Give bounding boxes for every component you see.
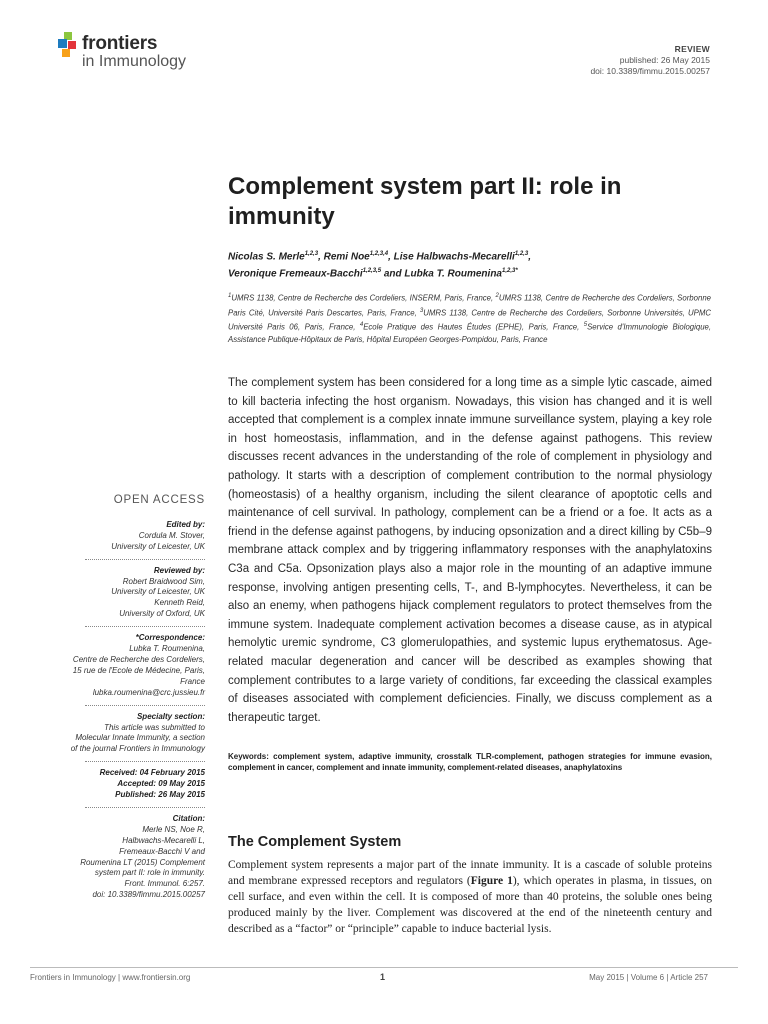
corresponding-author-mark: *	[515, 268, 518, 275]
specialty-line: This article was submitted to	[104, 722, 205, 732]
journal-name-line2: in Immunology	[82, 53, 187, 70]
specialty-section	[45, 723, 205, 756]
author-name[interactable]: Lubka T. Roumenina	[404, 268, 502, 280]
specialty-line: Molecular Innate Immunity, a section	[75, 733, 205, 743]
open-access-label[interactable]: OPEN ACCESS	[113, 494, 205, 506]
reviewed-by	[45, 577, 205, 621]
correspondence-line: France	[180, 676, 205, 686]
divider	[85, 705, 205, 706]
citation-line: Fremeaux-Bacchi V and	[119, 846, 205, 856]
affiliation-text: Service d'Immunologie Biologique, Assistance Publique-Hôpitaux de Paris, Hôpital Européen Georges-Pompidou, Paris, France	[228, 322, 712, 344]
figure-1-link[interactable]: Figure 1	[470, 874, 513, 887]
section-heading: The Complement System	[228, 834, 402, 850]
reviewer-line[interactable]: Kenneth Reid,	[154, 598, 205, 608]
reviewer-line: University of Leicester, UK	[111, 587, 205, 597]
citation-line: Merle NS, Noe R,	[142, 824, 205, 834]
correspondence-line: Centre de Recherche des Cordeliers,	[72, 654, 205, 664]
correspondence-line: 15 rue de l'Ecole de Médecine, Paris,	[72, 665, 205, 675]
affiliation-text: Ecole Pratique des Hautes Études (EPHE), Paris, France,	[363, 322, 580, 332]
page-number: 1	[380, 972, 386, 982]
citation-line: Front. Immunol. 6:257.	[124, 879, 205, 889]
footer-journal-link[interactable]: Frontiers in Immunology | www.frontiersin.org	[30, 973, 191, 982]
abstract: The complement system has been considered for a long time as a simple lytic cascade, aimed to kill bacteria infecting the host organism. Nowadays, this vision has changed and it is well accepted that complement is a complex innate immune surveillance system, playing a key role in host homeostasis, inflammation, and in the defense against pathogens. This review discusses recent advances in the understanding of the role of complement in physiology and pathology. It starts with a description of complement contribution to the normal physiology (homeostasis) of a healthy organism, including the silent clearance of apoptotic cells and maintenance of cell survival. In pathology, complement can be a friend or a foe. It acts as a friend in the defense against pathogens, by inducing opsonization and a direct killing by C5b–9 membrane attack complex and by triggering inflammatory responses with the anaphylatoxins C3a and C5a. Opsonization plays also a major role in the mounting of an adaptive immune response, involving antigen presenting cells, T-, and B-lymphocytes. Nevertheless, it can be also an enemy, when pathogens hijack complement regulators to protect themselves from the immune system. Inadequate complement activation becomes a disease cause, as in atypical hemolytic uremic syndrome, C3 glomerulopathies, and systemic lupus erythematosus. Age-related macular degeneration and cancer will be described as examples showing that complement contributes to a large variety of conditions, far exceeding the classical examples of diseases associated with complement deficiencies. Finally, we discuss complement as a therapeutic target.	[228, 377, 712, 724]
divider	[85, 559, 205, 560]
divider	[85, 626, 205, 627]
editor-line[interactable]: Cordula M. Stover,	[138, 530, 205, 540]
published-date: published: 26 May 2015	[619, 55, 710, 65]
footer-issue-info: May 2015 | Volume 6 | Article 257	[589, 973, 708, 982]
specialty-section-label: Specialty section:	[136, 711, 205, 721]
section-body	[228, 858, 712, 938]
reviewer-line[interactable]: Robert Braidwood Sim,	[122, 576, 205, 586]
author-affiliation-ref: 1,2,3	[502, 268, 516, 275]
correspondence-email[interactable]: lubka.roumenina@crc.jussieu.fr	[92, 687, 205, 697]
author-affiliation-ref: 1,2,3	[514, 251, 529, 257]
accepted-date: Accepted: 09 May 2015	[117, 779, 205, 789]
author-list: Nicolas S. Merle$^{1,2,3}$, Remi Noe$^{1,2,3,4}$, Lise Halbwachs-Mecarelli$^{1,2,3}$, Veronique Fremeaux-Bacchi$^{1,2,3,5}$ and Lubka T. Roumenina$^{1,2,3*}$	[228, 251, 531, 280]
journal-name-line1: frontiers	[82, 33, 158, 54]
article-meta	[590, 44, 710, 77]
author-name[interactable]: Nicolas S. Merle	[228, 251, 305, 263]
author-affiliation-ref: 1,2,3,5	[362, 268, 382, 275]
author-name[interactable]: Remi Noe	[323, 251, 370, 263]
divider	[85, 761, 205, 762]
affiliation-number: 3	[419, 307, 424, 314]
affiliation-text: UMRS 1138, Centre de Recherche des Cordeliers, INSERM, Paris, France,	[231, 293, 494, 303]
reviewed-by-label: Reviewed by:	[153, 565, 205, 575]
author-name[interactable]: Lise Halbwachs-Mecarelli	[393, 251, 515, 263]
affiliation-number: 2	[495, 293, 499, 299]
divider	[85, 807, 205, 808]
citation-line: Roumenina LT (2015) Complement	[80, 857, 205, 867]
author-conjunction: and	[383, 268, 402, 280]
affiliation-number: 1	[228, 293, 232, 299]
edited-by	[45, 531, 205, 553]
author-affiliation-ref: 1,2,3,4	[369, 251, 389, 257]
article-type: REVIEW	[674, 44, 710, 54]
article-info-sidebar	[45, 495, 205, 901]
article-title: Complement system part II: role in immunity	[228, 173, 622, 230]
frontiers-logo-icon	[58, 32, 80, 58]
journal-name[interactable]	[82, 34, 186, 70]
correspondence-line: Lubka T. Roumenina,	[129, 644, 205, 654]
keywords	[228, 751, 712, 773]
section-text: ), which operates in plasma, in tissues, on cell surface, and even within the cell. It is composed of more than 40 proteins, the soluble ones being produced mainly by the liver. Complement was discovered at the end of the nineteenth century and described as a “factor” or “principle” capable to induce bacterial lysis.	[228, 874, 712, 935]
author-name[interactable]: Veronique Fremeaux-Bacchi	[228, 268, 363, 280]
citation-doi[interactable]: doi: 10.3389/fimmu.2015.00257	[92, 890, 205, 900]
affiliation-number: 4	[359, 322, 364, 329]
affiliation-number: 5	[583, 322, 588, 329]
doi[interactable]: doi: 10.3389/fimmu.2015.00257	[590, 66, 710, 76]
received-date: Received: 04 February 2015	[99, 768, 205, 778]
citation	[45, 825, 205, 901]
keywords-label: Keywords:	[228, 752, 269, 761]
section-text: Complement system represents a major part of the innate immunity. It is a cascade of soluble proteins and membrane expressed receptors and regulators (	[228, 859, 712, 887]
reviewer-line: University of Oxford, UK	[119, 609, 205, 619]
citation-label: Citation:	[172, 813, 205, 823]
citation-line: Halbwachs-Mecarelli L,	[122, 835, 205, 845]
correspondence	[45, 644, 205, 699]
affiliation-text: UMRS 1138, Centre de Recherche des Cordeliers, Sorbonne Paris Cité, Université Paris Descartes, Paris, France,	[228, 293, 711, 318]
edited-by-label: Edited by:	[166, 519, 205, 529]
correspondence-label: *Correspondence:	[135, 633, 205, 643]
citation-line: system part II: role in immunity.	[94, 868, 205, 878]
author-affiliation-ref: 1,2,3	[304, 251, 319, 257]
published-date-sidebar: Published: 26 May 2015	[115, 790, 205, 800]
specialty-line: of the journal Frontiers in Immunology	[70, 744, 205, 754]
footer-divider	[30, 967, 738, 968]
keywords-text: complement system, adaptive immunity, crosstalk TLR-complement, pathogen strategies for immune evasion, complement in cancer, complement and innate immunity, complement-related diseases, anaphylatoxins	[228, 752, 712, 772]
affiliations	[228, 290, 711, 346]
editor-line: University of Leicester, UK	[111, 541, 205, 551]
affiliation-text: UMRS 1138, Centre de Recherche des Cordeliers, Sorbonne Universités, UPMC Université Paris 06, Paris, France,	[228, 308, 711, 332]
